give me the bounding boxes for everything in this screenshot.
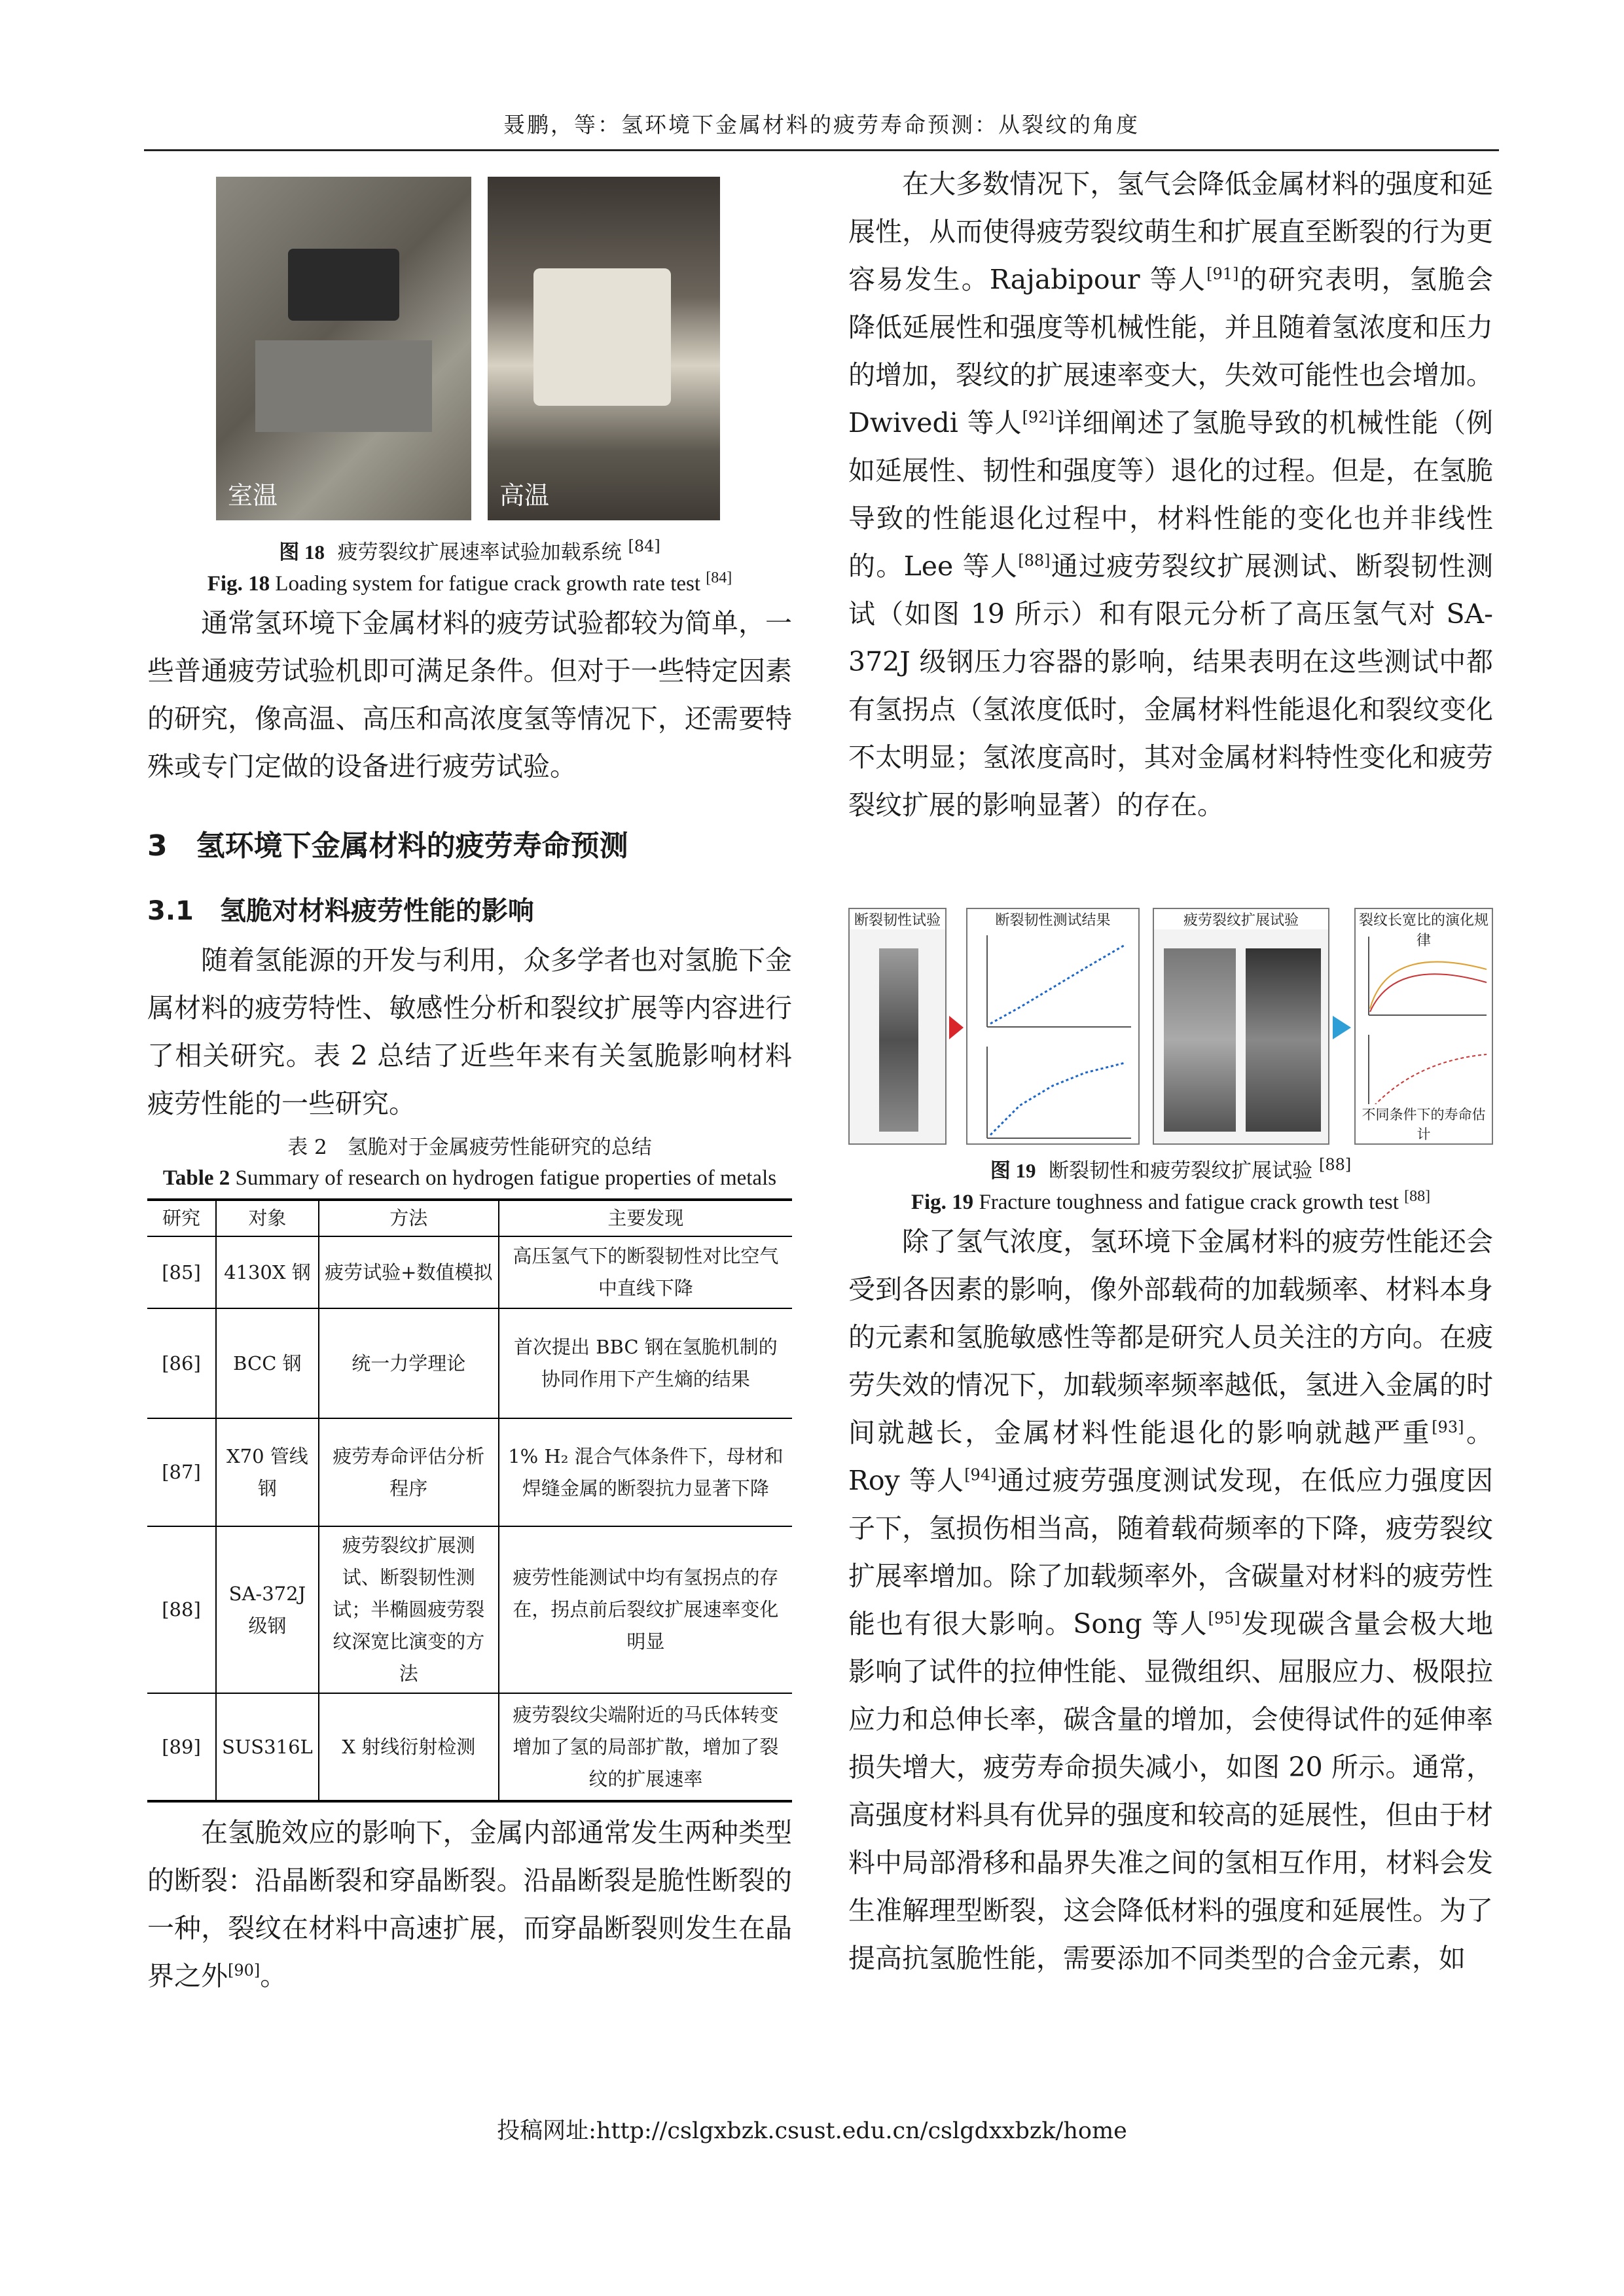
specimen-shape <box>879 948 918 1132</box>
cell-object: SUS316L <box>216 1693 319 1801</box>
grip-shape <box>255 340 432 432</box>
aspect-ratio-plot <box>1356 930 1492 1120</box>
furnace-shape <box>533 268 671 406</box>
header-rule <box>144 149 1499 151</box>
panel-1-title: 断裂韧性试验 <box>850 909 945 929</box>
subsection-title: 3.1 氢脆对材料疲劳性能的影响 <box>147 896 534 926</box>
section-title: 3 氢环境下金属材料的疲劳寿命预测 <box>147 829 628 863</box>
figure-19-title-en: Fracture toughness and fatigue crack growth test <box>979 1191 1399 1214</box>
cell-method: 疲劳裂纹扩展测试、断裂韧性测试；半椭圆疲劳裂纹深宽比演变的方法 <box>319 1526 499 1693</box>
cell-study: [88] <box>147 1526 216 1693</box>
table-2-label-en: Table 2 <box>162 1166 230 1190</box>
footer-url: 投稿网址:http://cslgxbzk.csust.edu.cn/cslgdxxbzk/home <box>497 2118 1127 2144</box>
figure-19-caption-en <box>848 1187 1493 1218</box>
paragraph-hydrogen-effects: 在大多数情况下，氢气会降低金属材料的强度和延展性，从而使得疲劳裂纹萌生和扩展直至断裂的行为更容易发生。Rajabipour 等人[91]的研究表明，氢脆会降低延展性和强度等机械性能，并且随着氢浓度和压力的增加，裂纹的扩展速率变大，失效可能性也会增加。Dwivedi 等人[92]详细阐述了氢脆导致的机械性能（例如延展性、韧性和强度等）退化的过程。但是，在氢脆导致的性能退化过程中，材料性能的变化也并非线性的。Lee 等人[88]通过疲劳裂纹扩展测试、断裂韧性测试（如图 19 所示）和有限元分析了高压氢气对 SA-372J 级钢压力容器的影响，结果表明在这些测试中都有氢拐点（氢浓度低时，金属材料性能退化和裂纹变化不太明显；氢浓度高时，其对金属材料特性变化和疲劳裂纹扩展的影响显著）的存在。 <box>848 168 1493 821</box>
arrow-icon <box>949 1016 964 1039</box>
figure-18-title-cn: 疲劳裂纹扩展速率试验加载系统 <box>337 541 622 564</box>
table-2-caption-cn: 表 2 氢脆对于金属疲劳性能研究的总结 <box>287 1136 652 1159</box>
cell-object: 4130X 钢 <box>216 1236 319 1308</box>
table-row <box>147 1418 792 1526</box>
extensometer-shape <box>288 249 399 321</box>
figure-19-label-en: Fig. 19 <box>911 1191 974 1214</box>
panel-fatigue-crack-growth-test <box>1153 908 1329 1145</box>
figure-18-title-en: Loading system for fatigue crack growth rate test <box>275 572 701 596</box>
cell-object: BCC 钢 <box>216 1308 319 1418</box>
ref-92: [92] <box>1022 408 1055 427</box>
machine-shape <box>1164 948 1236 1132</box>
figure-18-caption-en <box>147 568 792 600</box>
cell-study: [85] <box>147 1236 216 1308</box>
right-column-lower <box>848 1155 1493 1982</box>
table-row <box>147 1308 792 1418</box>
table-row <box>147 1526 792 1693</box>
ref-95: [95] <box>1208 1609 1240 1628</box>
panel-fracture-toughness-test <box>848 908 947 1145</box>
figure-19 <box>848 908 1493 1145</box>
figure-19-ref-cn: [88] <box>1319 1155 1352 1174</box>
paragraph-fracture-types: 在氢脆效应的影响下，金属内部通常发生两种类型的断裂：沿晶断裂和穿晶断裂。沿晶断裂是脆性断裂的一种，裂纹在材料中高速扩展，而穿晶断裂则发生在晶界之外[90]。 <box>147 1817 792 1992</box>
col-header-object: 对象 <box>216 1200 319 1236</box>
table-2-title-en: Summary of research on hydrogen fatigue properties of metals <box>235 1166 777 1190</box>
results-plot <box>967 929 1138 1145</box>
figure-19-caption-cn <box>848 1155 1493 1187</box>
ref-94: [94] <box>964 1465 997 1484</box>
right-column <box>848 160 1493 829</box>
col-header-study: 研究 <box>147 1200 216 1236</box>
ref-90: [90] <box>228 1961 261 1980</box>
cell-method: 疲劳寿命评估分析程序 <box>319 1418 499 1526</box>
paragraph-influencing-factors: 除了氢气浓度，氢环境下金属材料的疲劳性能还会受到各因素的影响，像外部载荷的加载频率、材料本身的元素和氢脆敏感性等都是研究人员关注的方向。在疲劳失效的情况下，加载频率频率越低，氢进入金属的时间就越长，金属材料性能退化的影响就越严重[93]。Roy 等人[94]通过疲劳强度测试发现，在低应力强度因子下，氢损伤相当高，随着载荷频率的下降，疲劳裂纹扩展率增加。除了加载频率外，含碳量对材料的疲劳性能也有很大影响。Song 等人[95]发现碳含量会极大地影响了试件的拉伸性能、显微组织、屈服应力、极限拉应力和总伸长率，碳含量的增加，会使得试件的延伸率损失增大，疲劳寿命损失减小，如图 20 所示。通常，高强度材料具有优异的强度和较高的延展性，但由于材料中局部滑移和晶界失准之间的氢相互作用，材料会发生准解理型断裂，这会降低材料的强度和延展性。为了提高抗氢脆性能，需要添加不同类型的合金元素，如 <box>848 1226 1494 1974</box>
panel-4-title: 裂纹长宽比的演化规律 <box>1356 909 1492 950</box>
figure-18-label-cn: 图 18 <box>279 541 325 564</box>
figure-18-caption-cn <box>147 537 792 568</box>
figure-18-label-en: Fig. 18 <box>207 572 270 596</box>
cell-method: X 射线衍射检测 <box>319 1693 499 1801</box>
ref-88: [88] <box>1018 551 1051 570</box>
figure-18-photo-high-temp <box>488 177 720 520</box>
cell-findings: 疲劳裂纹尖端附近的马氏体转变增加了氢的局部扩散，增加了裂纹的扩展速率 <box>499 1693 792 1801</box>
table-row <box>147 1236 792 1308</box>
table-header-row <box>147 1200 792 1236</box>
running-header: 聂鹏，等：氢环境下金属材料的疲劳寿命预测：从裂纹的角度 <box>503 112 1140 137</box>
figure-18-ref-cn: [84] <box>628 537 660 556</box>
ref-91: [91] <box>1206 264 1239 283</box>
label-high-temp: 高温 <box>499 481 550 510</box>
cell-study: [89] <box>147 1693 216 1801</box>
machine-frame-shape <box>1246 948 1321 1132</box>
arrow-icon <box>1333 1016 1351 1039</box>
cell-findings: 1% H₂ 混合气体条件下，母材和焊缝金属的断裂抗力显著下降 <box>499 1418 792 1526</box>
left-column <box>147 160 792 2000</box>
cell-method: 统一力学理论 <box>319 1308 499 1418</box>
cell-study: [87] <box>147 1418 216 1526</box>
panel-4-bottom-label: 不同条件下的寿命估计 <box>1356 1104 1492 1143</box>
panel-fracture-toughness-results <box>966 908 1140 1145</box>
col-header-method: 方法 <box>319 1200 499 1236</box>
paragraph-research-overview: 随着氢能源的开发与利用，众多学者也对氢脆下金属材料的疲劳特性、敏感性分析和裂纹扩展等内容进行了相关研究。表 2 总结了近些年来有关氢脆影响材料疲劳性能的一些研究。 <box>147 944 792 1119</box>
figure-18-ref-en: [84] <box>706 569 732 586</box>
cell-findings: 首次提出 BBC 钢在氢脆机制的协同作用下产生熵的结果 <box>499 1308 792 1418</box>
col-header-findings: 主要发现 <box>499 1200 792 1236</box>
figure-19-ref-en: [88] <box>1404 1188 1431 1205</box>
table-2 <box>147 1198 792 1803</box>
label-room-temp: 室温 <box>228 481 278 510</box>
figure-19-title-cn: 断裂韧性和疲劳裂纹扩展试验 <box>1049 1159 1313 1183</box>
paragraph-test-equipment: 通常氢环境下金属材料的疲劳试验都较为简单，一些普通疲劳试验机即可满足条件。但对于一些特定因素的研究，像高温、高压和高浓度氢等情况下，还需要特殊或专门定做的设备进行疲劳试验。 <box>147 607 792 782</box>
panel-crack-aspect-ratio <box>1354 908 1493 1145</box>
panel-3-title: 疲劳裂纹扩展试验 <box>1154 909 1328 929</box>
figure-19-label-cn: 图 19 <box>990 1159 1036 1182</box>
cell-study: [86] <box>147 1308 216 1418</box>
cell-findings: 高压氢气下的断裂韧性对比空气中直线下降 <box>499 1236 792 1308</box>
table-2-caption-en <box>147 1163 792 1193</box>
table-row <box>147 1693 792 1801</box>
cell-object: SA-372J 级钢 <box>216 1526 319 1693</box>
figure-18 <box>147 160 792 530</box>
ref-93: [93] <box>1432 1418 1464 1437</box>
panel-2-title: 断裂韧性测试结果 <box>967 909 1138 929</box>
cell-method: 疲劳试验+数值模拟 <box>319 1236 499 1308</box>
figure-18-photo-room-temp <box>216 177 471 520</box>
cell-object: X70 管线钢 <box>216 1418 319 1526</box>
cell-findings: 疲劳性能测试中均有氢拐点的存在，拐点前后裂纹扩展速率变化明显 <box>499 1526 792 1693</box>
